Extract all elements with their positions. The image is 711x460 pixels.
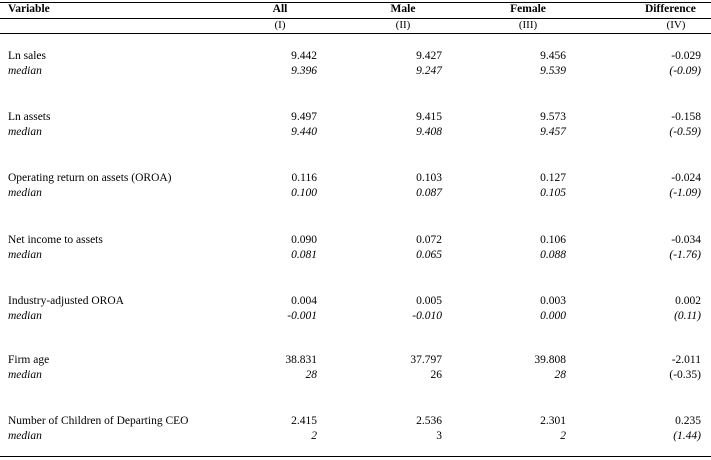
value-all: 0.004 — [291, 295, 317, 307]
value-difference: -0.024 — [671, 172, 701, 184]
median-label: median — [8, 249, 42, 261]
table-row-ln-assets — [0, 111, 711, 141]
median-male: -0.010 — [412, 310, 442, 322]
header-rule — [0, 18, 711, 19]
row-label: Ln assets — [8, 111, 51, 123]
row-label: Number of Children of Departing CEO — [8, 415, 189, 427]
value-all: 9.442 — [291, 50, 317, 62]
value-all: 0.090 — [291, 234, 317, 246]
value-female: 0.003 — [540, 295, 566, 307]
row-label: Net income to assets — [8, 234, 103, 246]
value-female: 0.127 — [540, 172, 566, 184]
header-male: Male — [390, 3, 416, 15]
median-all: 9.440 — [291, 126, 317, 138]
subheader-iv: (IV) — [666, 19, 686, 31]
median-difference: (0.11) — [674, 310, 701, 322]
value-male: 37.797 — [410, 354, 442, 366]
median-difference: (-0.09) — [669, 65, 701, 77]
median-female: 9.457 — [540, 126, 566, 138]
median-difference: (-0.35) — [669, 369, 701, 381]
median-female: 0.105 — [540, 187, 566, 199]
value-all: 0.116 — [291, 172, 317, 184]
row-label: Firm age — [8, 354, 50, 366]
subheader-rule — [0, 33, 711, 34]
median-difference: (-1.76) — [669, 249, 701, 261]
table-row-oroa — [0, 172, 711, 202]
row-label: Ln sales — [8, 50, 47, 62]
median-all: 2 — [311, 430, 317, 442]
median-male: 0.087 — [416, 187, 442, 199]
table-row-number-of-children — [0, 415, 711, 445]
median-female: 0.000 — [540, 310, 566, 322]
value-all: 9.497 — [291, 111, 317, 123]
value-all: 2.415 — [291, 415, 317, 427]
value-difference: 0.002 — [675, 295, 701, 307]
value-difference: -0.029 — [671, 50, 701, 62]
median-all: 9.396 — [291, 65, 317, 77]
median-label: median — [8, 187, 42, 199]
median-difference: (-1.09) — [669, 187, 701, 199]
median-all: 0.081 — [291, 249, 317, 261]
header-all: All — [272, 3, 288, 15]
value-difference: 0.235 — [675, 415, 701, 427]
median-difference: (-0.59) — [669, 126, 701, 138]
median-label: median — [8, 369, 42, 381]
value-female: 0.106 — [540, 234, 566, 246]
median-male: 3 — [436, 430, 442, 442]
median-all: -0.001 — [287, 310, 317, 322]
row-label: Industry-adjusted OROA — [8, 295, 124, 307]
subheader-ii: (II) — [395, 19, 411, 31]
header-difference: Difference — [645, 3, 696, 15]
value-female: 9.456 — [540, 50, 566, 62]
header-female: Female — [510, 3, 546, 15]
value-male: 9.427 — [416, 50, 442, 62]
table-row-industry-adjusted-oroa — [0, 295, 711, 325]
median-female: 9.539 — [540, 65, 566, 77]
median-female: 0.088 — [540, 249, 566, 261]
value-difference: -2.011 — [671, 354, 701, 366]
median-all: 28 — [305, 369, 317, 381]
value-all: 38.831 — [285, 354, 317, 366]
top-rule — [0, 2, 711, 3]
table-row-net-income-to-assets — [0, 234, 711, 264]
median-all: 0.100 — [291, 187, 317, 199]
median-male: 0.065 — [416, 249, 442, 261]
value-female: 9.573 — [540, 111, 566, 123]
median-label: median — [8, 65, 42, 77]
median-male: 9.247 — [416, 65, 442, 77]
median-male: 9.408 — [416, 126, 442, 138]
value-difference: -0.034 — [671, 234, 701, 246]
value-male: 2.536 — [416, 415, 442, 427]
table-row-ln-sales — [0, 50, 711, 80]
value-male: 0.072 — [416, 234, 442, 246]
median-label: median — [8, 430, 42, 442]
subheader-iii: (III) — [518, 19, 538, 31]
value-male: 0.103 — [416, 172, 442, 184]
median-difference: (1.44) — [673, 430, 701, 442]
subheader-i: (I) — [274, 19, 286, 31]
bottom-rule — [0, 456, 711, 457]
value-male: 0.005 — [416, 295, 442, 307]
value-female: 2.301 — [540, 415, 566, 427]
median-female: 2 — [560, 430, 566, 442]
value-male: 9.415 — [416, 111, 442, 123]
row-label: Operating return on assets (OROA) — [8, 172, 172, 184]
median-label: median — [8, 126, 42, 138]
value-difference: -0.158 — [671, 111, 701, 123]
median-label: median — [8, 310, 42, 322]
header-variable: Variable — [8, 3, 50, 15]
table-row-firm-age — [0, 354, 711, 384]
value-female: 39.808 — [534, 354, 566, 366]
median-male: 26 — [430, 369, 442, 381]
median-female: 28 — [554, 369, 566, 381]
